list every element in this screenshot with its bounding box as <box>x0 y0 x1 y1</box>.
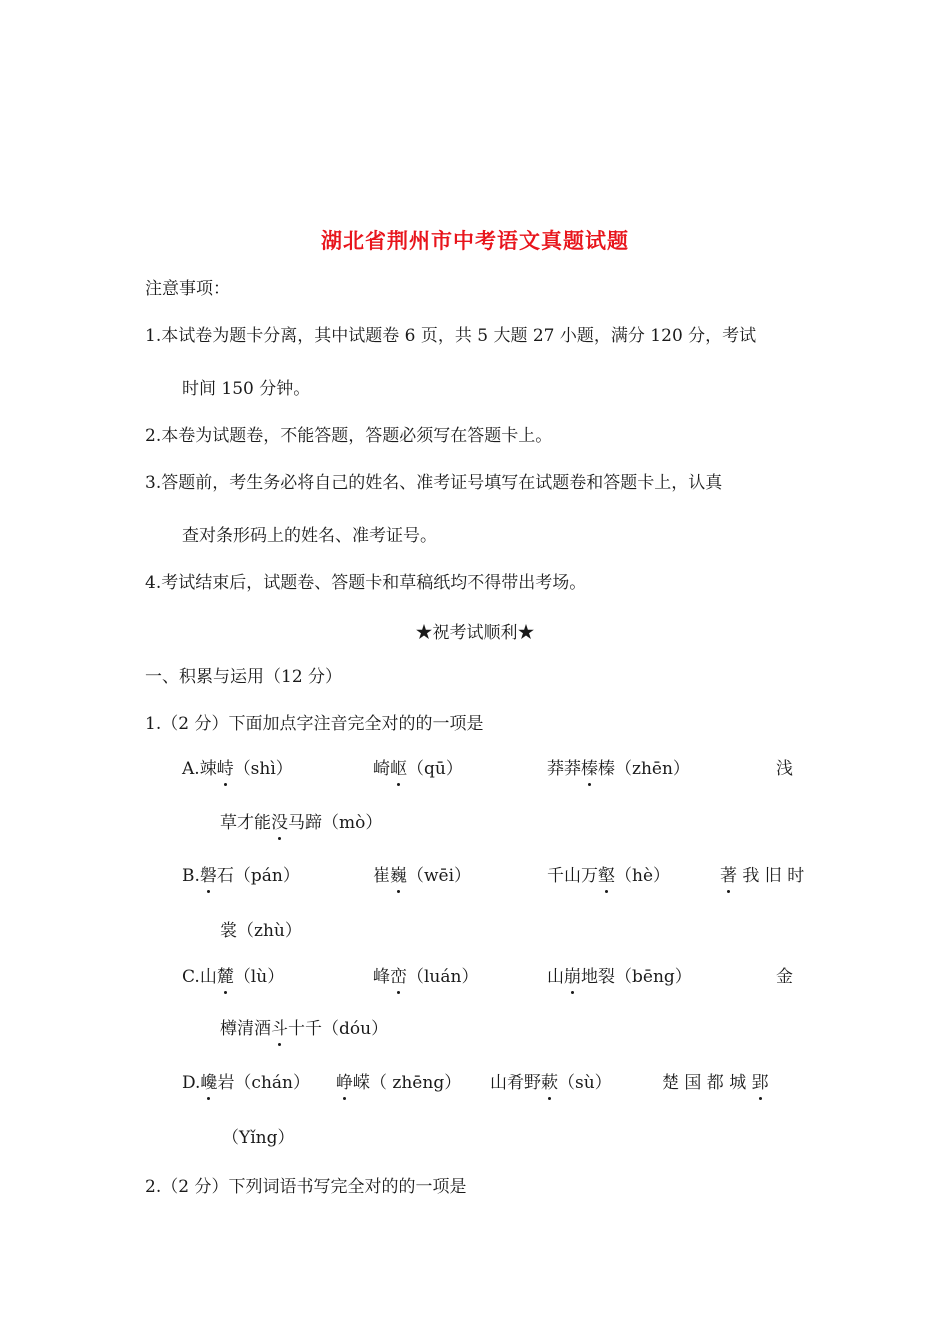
option-d-label: D. <box>182 1073 201 1093</box>
dotted-char: 麓 <box>216 967 234 987</box>
note-item-1: 1.本试卷为题卡分离，其中试题卷 6 页，共 5 大题 27 小题，满分 120 分，考试 <box>145 326 757 346</box>
option-a-word-1: A.竦峙（shì） <box>182 759 293 779</box>
dotted-char: 斗 <box>271 1019 288 1039</box>
dotted-char: 磐 <box>199 866 217 886</box>
option-b-word-1: B.磐石（pán） <box>182 866 300 886</box>
dotted-char: 著 <box>720 866 737 886</box>
option-b-word-4: 著 我 旧 时 <box>720 866 805 886</box>
dotted-char: 郢 <box>751 1073 769 1093</box>
dotted-char: 岖 <box>390 759 407 779</box>
option-c-word-4: 金 <box>776 967 793 987</box>
note-item-3: 3.答题前，考生务必将自己的姓名、准考证号填写在试题卷和答题卡上，认真 <box>145 473 723 493</box>
dotted-char: 壑 <box>598 866 615 886</box>
option-a-word-4-cont: 草才能没马蹄（mò） <box>220 813 383 833</box>
option-d-word-2: 峥嵘（ zhēng） <box>336 1073 462 1093</box>
question-2-stem: 2.（2 分）下列词语书写完全对的的一项是 <box>145 1177 467 1197</box>
option-c-label: C. <box>182 967 200 987</box>
dotted-char: 峦 <box>390 967 407 987</box>
option-c-word-3: 山崩地裂（bēng） <box>547 967 692 987</box>
dotted-char: 巍 <box>390 866 407 886</box>
option-c-word-4-cont: 樽清酒斗十千（dóu） <box>220 1019 389 1039</box>
note-item-2: 2.本卷为试题卷，不能答题，答题必须写在答题卡上。 <box>145 426 553 446</box>
good-luck-banner: ★祝考试顺利★ <box>415 623 535 643</box>
option-b-word-2: 崔巍（wēi） <box>373 866 472 886</box>
option-d-word-1: D.巉岩（chán） <box>182 1073 310 1093</box>
dotted-char: 蔌 <box>541 1073 558 1093</box>
option-b-word-3: 千山万壑（hè） <box>547 866 671 886</box>
notes-heading: 注意事项： <box>145 279 230 299</box>
dotted-char: 峥 <box>336 1073 353 1093</box>
option-b-word-4-cont: 裳（zhù） <box>220 921 302 941</box>
option-a-label: A. <box>182 759 200 779</box>
question-1-stem: 1.（2 分）下面加点字注音完全对的的一项是 <box>145 714 484 734</box>
option-d-word-4-cont: （Yǐng） <box>222 1128 295 1148</box>
section-1-heading: 一、积累与运用（12 分） <box>145 667 343 687</box>
note-item-4: 4.考试结束后，试题卷、答题卡和草稿纸均不得带出考场。 <box>145 573 587 593</box>
dotted-char: 峙 <box>216 759 234 779</box>
note-item-1-cont: 时间 150 分钟。 <box>182 379 311 399</box>
option-d-word-4: 楚 国 都 城 郢 <box>662 1073 769 1093</box>
dotted-char: 崩 <box>564 967 581 987</box>
option-b-label: B. <box>182 866 200 886</box>
option-c-word-2: 峰峦（luán） <box>373 967 479 987</box>
option-c-word-1: C.山麓（lù） <box>182 967 285 987</box>
option-d-word-3: 山肴野蔌（sù） <box>490 1073 612 1093</box>
dotted-char: 榛 <box>581 759 598 779</box>
note-item-3-cont: 查对条形码上的姓名、准考证号。 <box>182 526 437 546</box>
page-title: 湖北省荆州市中考语文真题试题 <box>321 228 629 253</box>
option-a-word-2: 崎岖（qū） <box>373 759 463 779</box>
option-a-word-3: 莽莽榛榛（zhēn） <box>547 759 690 779</box>
dotted-char: 巉 <box>200 1073 218 1093</box>
option-a-word-4: 浅 <box>776 759 793 779</box>
dotted-char: 没 <box>271 813 288 833</box>
